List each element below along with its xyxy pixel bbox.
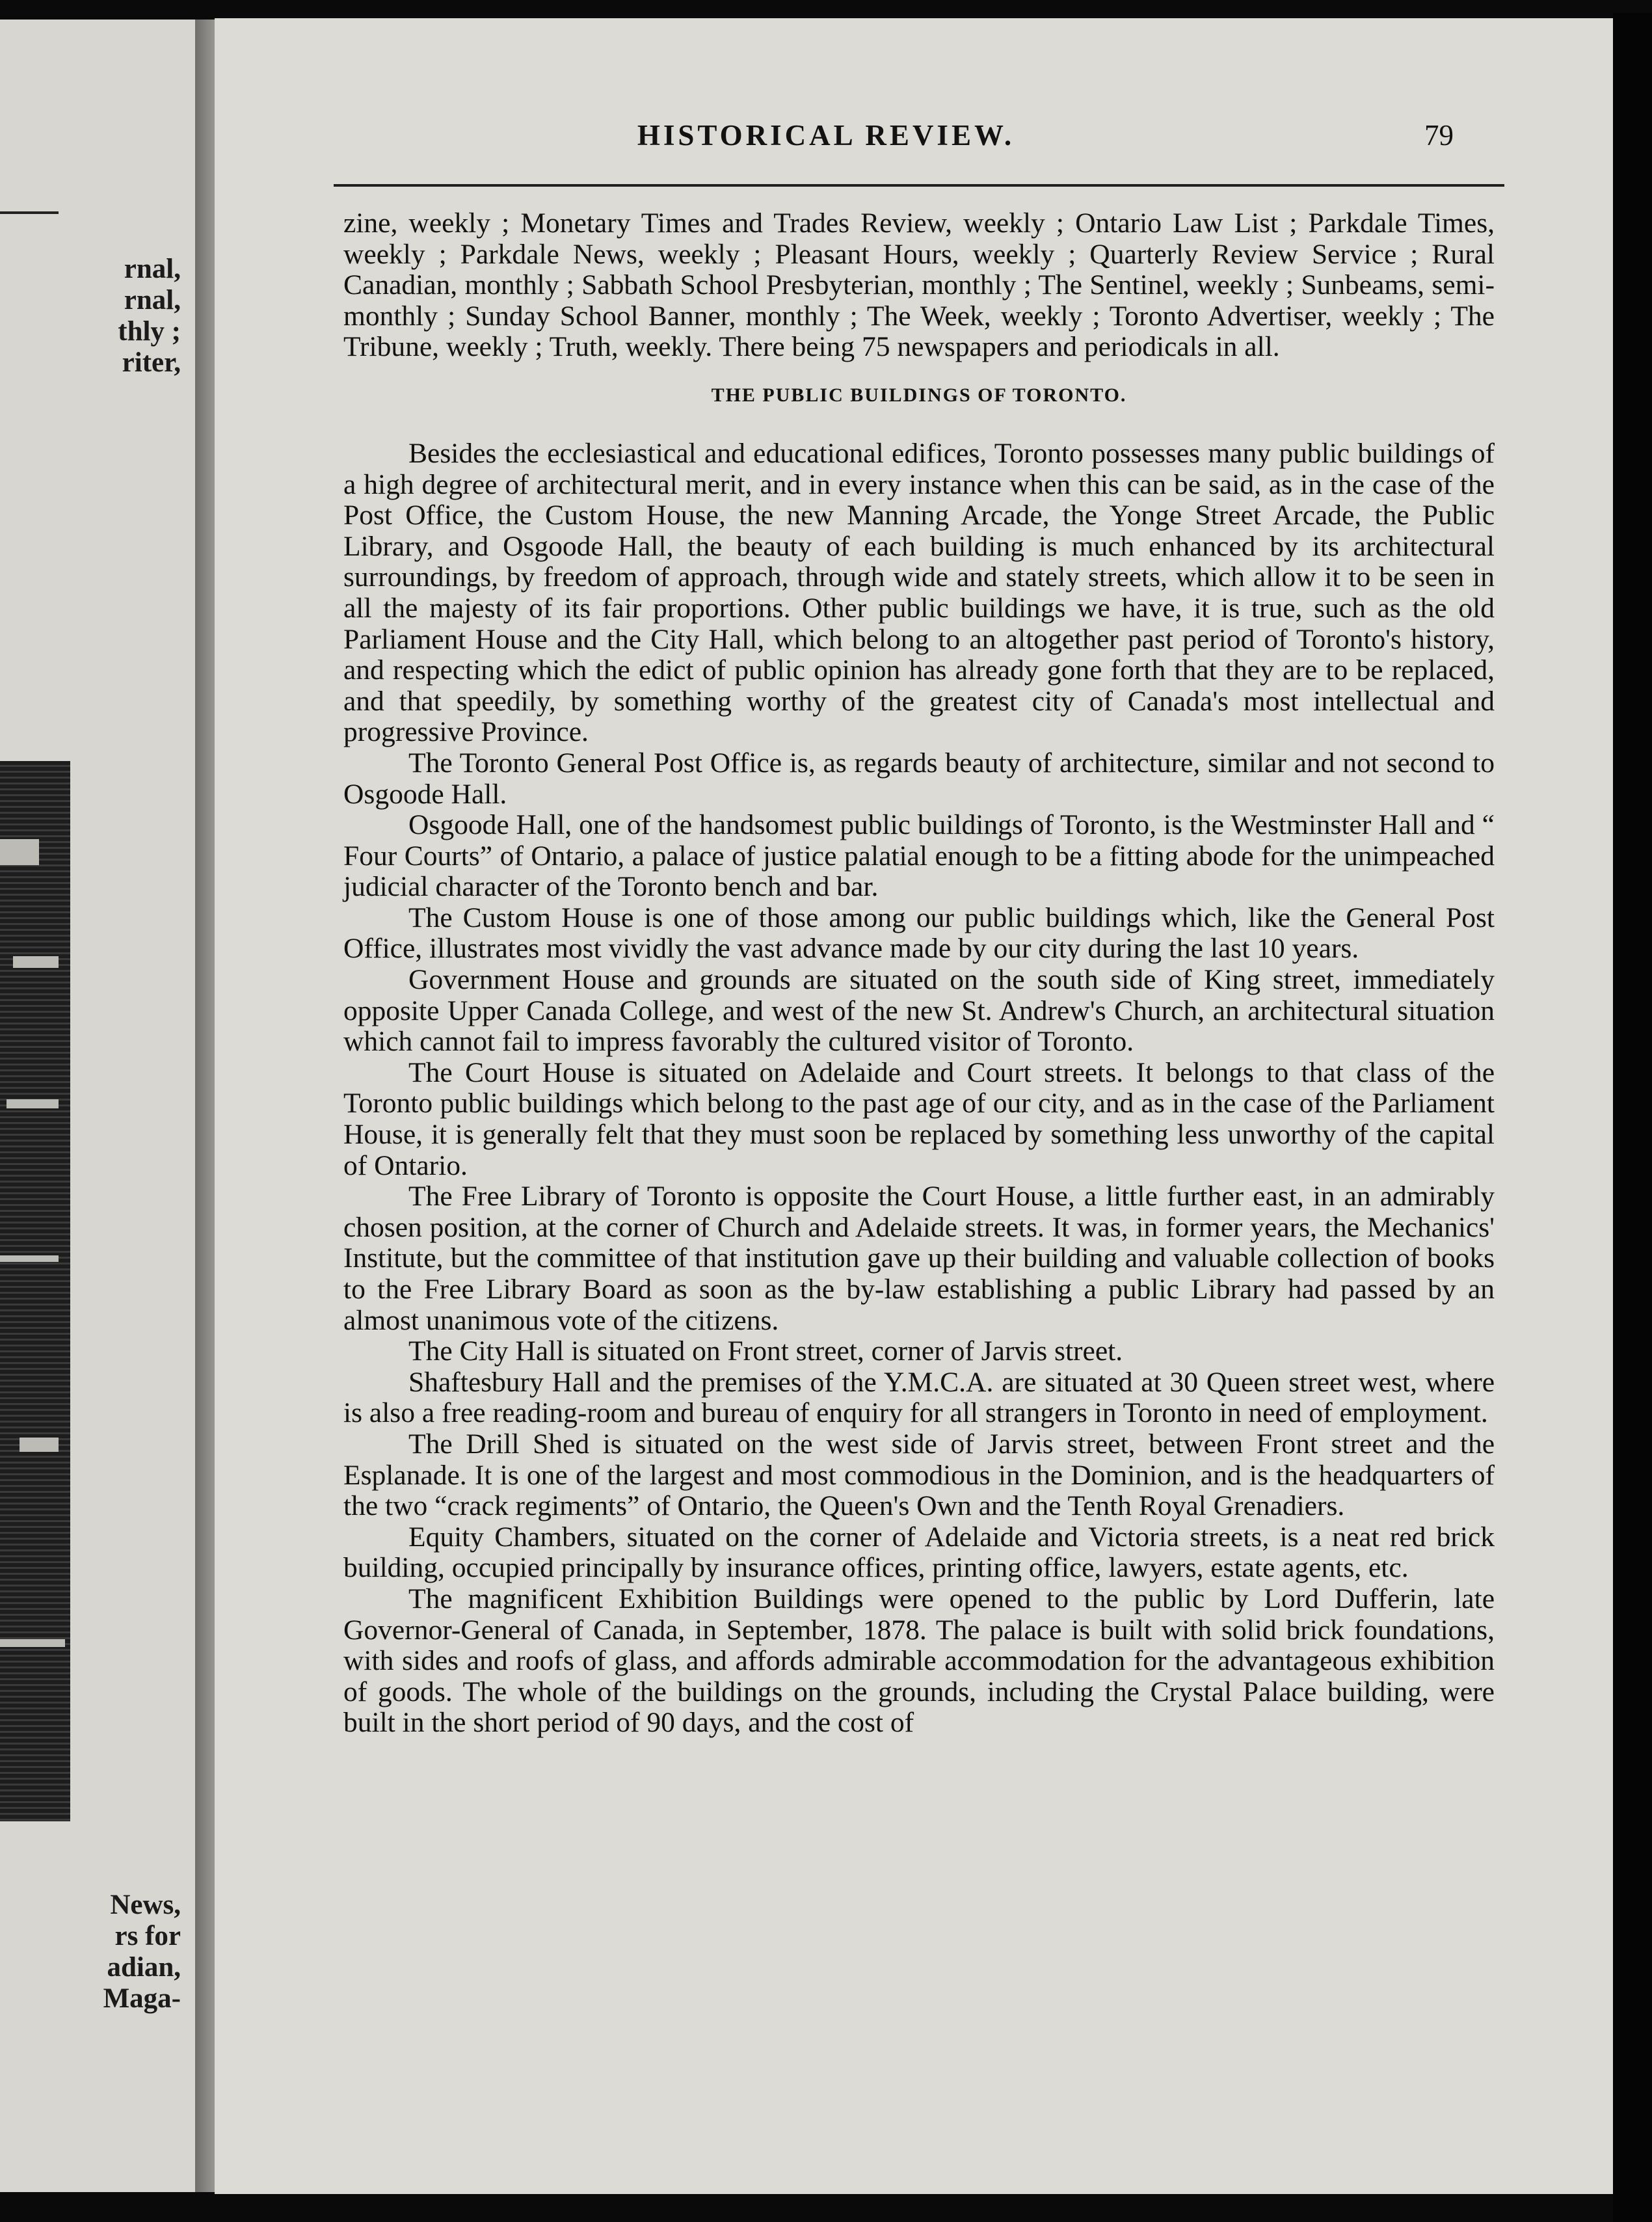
previous-page-line: riter, <box>122 347 181 378</box>
previous-page-line: rnal, <box>124 285 181 315</box>
previous-page-line: thly ; <box>118 316 181 347</box>
paragraph: Osgoode Hall, one of the handsomest public buildings of Toronto, is the Westminster Hall and “ Four Courts” of Ontario, a palace of justice palatial enough to be a fitting abode for the unimpeached judicial character of the Toronto bench and bar. <box>343 809 1495 903</box>
previous-page-line: adian, <box>107 1952 181 1983</box>
continuation-paragraph: zine, weekly ; Monetary Times and Trades Review, weekly ; Ontario Law List ; Parkdale Times, weekly ; Parkdale News, weekly ; Pleasant Hours, weekly ; Quarterly Review Service ; Rural Canadian, monthly ; Sabbath School Presbyterian, monthly ; The Sentinel, weekly ; Sunbeams, semi-monthly ; Sunday School Banner, monthly ; The Week, weekly ; Toronto Advertiser, weekly ; The Tribune, weekly ; Truth, weekly. There being 75 newspapers and periodicals in all. <box>343 207 1495 363</box>
page-edge <box>1613 13 1652 2222</box>
article-body <box>343 208 1495 1739</box>
paragraph: The Toronto General Post Office is, as regards beauty of architecture, similar and not second to Osgoode Hall. <box>343 747 1495 810</box>
previous-page-rule <box>0 211 59 214</box>
engraving-detail <box>20 1438 59 1452</box>
engraving-detail <box>13 956 59 968</box>
engraving-illustration <box>0 761 70 1821</box>
previous-page-text-bottom <box>103 1890 181 2015</box>
paragraph: The Free Library of Toronto is opposite the Court House, a little further east, in an admirably chosen position, at the corner of Church and Adelaide streets. It was, in former years, the Mechanics' Institute, but the committee of that institution gave up their building and valuable collection of books to the Free Library Board as soon as the by-law establishing a public Library had passed by an almost unanimous vote of the citizens. <box>343 1181 1495 1336</box>
running-header: HISTORICAL REVIEW. <box>637 119 1015 152</box>
engraving-detail <box>0 1255 59 1262</box>
engraving-detail <box>0 839 39 865</box>
paragraph: Shaftesbury Hall and the premises of the Y.M.C.A. are situated at 30 Queen street west, where is also a free reading-room and bureau of enquiry for all strangers in Toronto in need of employment. <box>343 1366 1495 1429</box>
previous-page-text-top <box>118 254 181 379</box>
previous-page-fragment <box>0 20 195 2192</box>
previous-page-line: Maga- <box>103 1983 181 2014</box>
paragraph: The magnificent Exhibition Buildings were opened to the public by Lord Dufferin, late Governor-General of Canada, in September, 1878. The palace is built with solid brick foundations, with sides and roofs of glass, and affords admirable accommodation for the advantageous exhibition of goods. The whole of the buildings on the grounds, including the Crystal Palace building, were built in the short period of 90 days, and the cost of <box>343 1583 1495 1739</box>
paragraph: The Custom House is one of those among our public buildings which, like the General Post Office, illustrates most vividly the vast advance made by our city during the last 10 years. <box>343 902 1495 965</box>
engraving-detail <box>0 1639 65 1647</box>
previous-page-line: News, <box>110 1890 181 1920</box>
paragraph: The Drill Shed is situated on the west side of Jarvis street, between Front street and the Esplanade. It is one of the largest and most commodious in the Dominion, and is the headquarters of the two “crack regiments” of Ontario, the Queen's Own and the Tenth Royal Grenadiers. <box>343 1428 1495 1522</box>
header-rule <box>334 184 1504 187</box>
paragraph: Equity Chambers, situated on the corner of Adelaide and Victoria streets, is a neat red brick building, occupied principally by insurance offices, printing office, lawyers, estate agents, etc. <box>343 1521 1495 1584</box>
paragraph: Government House and grounds are situated on the south side of King street, immediately opposite Upper Canada College, and west of the new St. Andrew's Church, an architectural situation which cannot fail to impress favorably the cultured visitor of Toronto. <box>343 964 1495 1058</box>
engraving-detail <box>7 1099 59 1108</box>
paragraph: The Court House is situated on Adelaide and Court streets. It belongs to that class of the Toronto public buildings which belong to the past age of our city, and as in the case of the Parliament House, it is generally felt that they must soon be replaced by something less unworthy of the capital of Ontario. <box>343 1056 1495 1181</box>
paragraph: Besides the ecclesiastical and educational edifices, Toronto possesses many public buildings of a high degree of architectural merit, and in every instance when this can be said, as in the case of the Post Office, the Custom House, the new Manning Arcade, the Yonge Street Arcade, the Public Library, and Osgoode Hall, the beauty of each building is much enhanced by its architectural surroundings, by freedom of approach, through wide and stately streets, which allow it to be seen in all the majesty of its fair proportions. Other public buildings we have, it is true, such as the old Parliament House and the City Hall, which belong to an altogether past period of Toronto's history, and respecting which the edict of public opinion has already gone forth that they are to be replaced, and that speedily, by something worthy of the greatest city of Canada's most intellectual and progressive Province. <box>343 437 1495 748</box>
page-number: 79 <box>1424 119 1454 152</box>
previous-page-line: rnal, <box>124 254 181 284</box>
paragraph: The City Hall is situated on Front street, corner of Jarvis street. <box>408 1335 1123 1367</box>
section-heading: THE PUBLIC BUILDINGS OF TORONTO. <box>711 384 1127 406</box>
previous-page-line: rs for <box>114 1921 181 1951</box>
